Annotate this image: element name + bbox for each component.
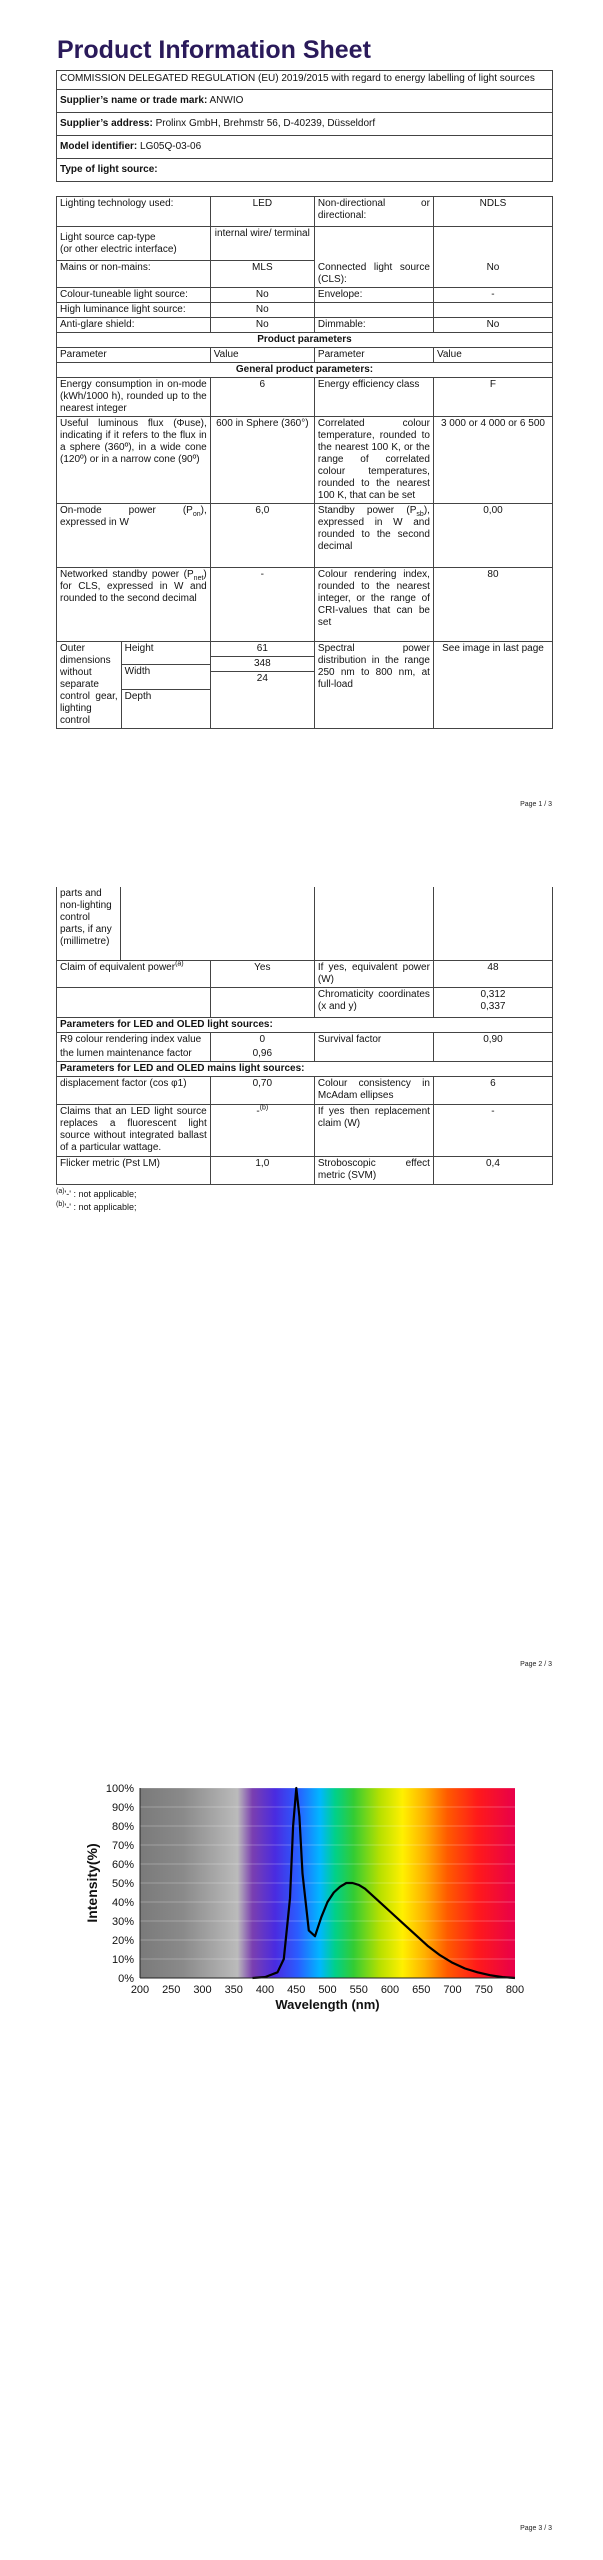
x-tick-label: 750 <box>474 1984 493 1996</box>
table-row <box>57 887 553 960</box>
empty-cell <box>433 227 552 261</box>
y-tick-label: 100% <box>105 1783 134 1795</box>
anti-glare-value: No <box>210 317 314 332</box>
x-tick-label: 650 <box>412 1984 431 1996</box>
supplier-address-row <box>57 113 553 136</box>
table-header-row <box>57 347 553 362</box>
parameters-table-continued <box>56 887 553 1185</box>
header-box <box>56 70 553 182</box>
outer-dimensions-label-continued: parts and non-lighting control parts, if any (millimetre) <box>57 887 121 960</box>
x-tick-label: 450 <box>287 1984 306 1996</box>
on-mode-power-text: ), expressed in W <box>60 504 207 528</box>
x-tick-label: 500 <box>318 1984 337 1996</box>
footnote-a <box>56 1188 553 1201</box>
chromaticity-x: 0,312 <box>480 988 506 1000</box>
page-3 <box>0 1680 603 2560</box>
equivalent-power-claim-text: Claim of equivalent power <box>60 961 176 973</box>
x-tick-label: 600 <box>380 1984 400 1996</box>
x-tick-label: 300 <box>193 1984 212 1996</box>
displacement-factor-label: displacement factor (cos φ1) <box>57 1076 211 1104</box>
type-of-light-source: Type of light source: <box>57 159 553 182</box>
supplier-address-label: Supplier’s address: <box>60 118 153 129</box>
empty-cell <box>57 987 211 1017</box>
footnote-b <box>56 1201 553 1214</box>
claim-value-text: - <box>256 1105 260 1117</box>
led-parameters-heading: Parameters for LED and OLED light sources: <box>57 1017 553 1032</box>
r9-value: 0 <box>210 1032 314 1047</box>
empty-cell <box>433 887 552 960</box>
cls-value: No <box>433 261 552 288</box>
standby-power-label <box>314 503 433 567</box>
table-row <box>57 332 553 347</box>
column-header: Parameter <box>314 347 433 362</box>
equivalent-power-claim-value: Yes <box>210 960 314 987</box>
footnote-text: '-' : not applicable; <box>64 1188 137 1199</box>
regulation-text: COMMISSION DELEGATED REGULATION (EU) 2019/2015 with regard to energy labelling of light sources <box>57 71 553 90</box>
footnote-mark: (b) <box>56 1200 65 1208</box>
table-row <box>57 960 553 987</box>
empty-cell <box>121 887 210 960</box>
page-number: Page 1 / 3 <box>520 801 552 808</box>
non-directional-value: NDLS <box>433 197 552 227</box>
x-tick-label: 250 <box>162 1984 181 1996</box>
model-row <box>57 136 553 159</box>
standby-power-text: ), expressed in W and rounded to the second decimal <box>317 504 430 552</box>
chromaticity-label: Chromaticity coordinates (x and y) <box>314 987 433 1017</box>
empty-cell <box>210 987 314 1017</box>
empty-cell <box>314 887 433 960</box>
general-parameters-heading: General product parameters: <box>57 362 553 377</box>
lumen-maintenance-label: the lumen maintenance factor <box>57 1047 211 1062</box>
y-tick-label: 0% <box>118 1973 134 1985</box>
energy-class-value: F <box>433 377 552 416</box>
envelope-label: Envelope: <box>314 287 433 302</box>
networked-standby-label <box>57 567 211 641</box>
energy-class-label: Energy efficiency class <box>314 377 433 416</box>
stroboscopic-metric-label: Stroboscopic effect metric (SVM) <box>314 1156 433 1184</box>
y-tick-label: 80% <box>111 1821 134 1833</box>
table-row <box>57 261 553 288</box>
depth-label: Depth <box>121 689 210 728</box>
table-row <box>57 1104 553 1156</box>
table-row <box>57 1061 553 1076</box>
cap-type-label <box>57 227 211 261</box>
networked-standby-text: Networked standby power (P <box>60 568 194 580</box>
table-row <box>57 1017 553 1032</box>
page-2 <box>0 820 603 1680</box>
chromaticity-y: 0,337 <box>480 1000 506 1012</box>
on-mode-power-sub: on <box>192 510 201 518</box>
flicker-metric-label: Flicker metric (Pst LM) <box>57 1156 211 1184</box>
equivalent-power-label: If yes, equivalent power (W) <box>314 960 433 987</box>
envelope-value: - <box>433 287 552 302</box>
footnote-mark: (a) <box>175 960 184 968</box>
networked-standby-sub: net <box>193 574 204 582</box>
networked-standby-text: ) for CLS, expressed in W and rounded to the second decimal <box>60 568 207 604</box>
colour-consistency-label: Colour consistency in McAdam ellipses <box>314 1076 433 1104</box>
mains-value: MLS <box>210 261 314 288</box>
tuneable-label: Colour-tuneable light source: <box>57 287 211 302</box>
page-title: Product Information Sheet <box>57 36 371 64</box>
cap-type-value: internal wire/ terminal <box>210 227 314 261</box>
supplier-name-label: Supplier’s name or trade mark: <box>60 95 208 106</box>
dimmable-value: No <box>433 317 552 332</box>
y-tick-label: 70% <box>111 1840 134 1852</box>
table-row <box>57 227 553 261</box>
model-label: Model identifier: <box>60 141 138 152</box>
fluorescent-replacement-claim-label: Claims that an LED light source replaces a fluorescent light source without integrated ballast of a particular wattage. <box>57 1104 211 1156</box>
y-axis-label: Intensity(%) <box>84 1843 100 1923</box>
lighting-tech-label: Lighting technology used: <box>57 197 211 227</box>
non-directional-label: Non-directional or directional: <box>314 197 433 227</box>
empty-cell <box>57 479 211 503</box>
empty-cell <box>210 479 314 503</box>
table-row <box>57 287 553 302</box>
footnote-text: '-' : not applicable; <box>64 1201 137 1212</box>
stroboscopic-metric-value: 0,4 <box>433 1156 552 1184</box>
empty-cell <box>314 227 433 261</box>
table-row <box>57 1156 553 1184</box>
cct-value: 3 000 or 4 000 or 6 500 <box>433 416 552 503</box>
colour-consistency-value: 6 <box>433 1076 552 1104</box>
on-mode-power-label <box>57 503 211 567</box>
page-number: Page 3 / 3 <box>520 2525 552 2532</box>
lighting-tech-value: LED <box>210 197 314 227</box>
mains-label: Mains or non-mains: <box>57 261 211 288</box>
footnotes <box>56 1188 553 1214</box>
luminous-flux-value: 600 in Sphere (360°) <box>210 416 314 479</box>
y-tick-label: 60% <box>111 1859 134 1871</box>
supplier-name-row <box>57 90 553 113</box>
displacement-factor-value: 0,70 <box>210 1076 314 1104</box>
anti-glare-label: Anti-glare shield: <box>57 317 211 332</box>
luminous-flux-label: Useful luminous flux (Φuse), indicating if it refers to the flux in a sphere (360º), in a wide cone (120º) or in a narrow cone (90º) <box>57 416 211 479</box>
y-tick-label: 90% <box>111 1802 134 1814</box>
fluorescent-replacement-claim-value <box>210 1104 314 1156</box>
high-luminance-value: No <box>210 302 314 317</box>
lumen-maintenance-value: 0,96 <box>210 1047 314 1062</box>
width-value: 348 <box>211 657 314 672</box>
energy-consumption-label: Energy consumption in on-mode (kWh/1000 h), rounded up to the nearest integer <box>57 377 211 416</box>
table-row <box>57 641 553 728</box>
product-parameters-heading: Product parameters <box>57 332 553 347</box>
table-row <box>57 567 553 641</box>
x-tick-label: 550 <box>349 1984 368 1996</box>
dimensions-subtable <box>57 642 210 728</box>
outer-dimensions-cell <box>57 641 211 728</box>
table-row <box>57 503 553 567</box>
networked-standby-value: - <box>210 567 314 641</box>
spectral-distribution-value: See image in last page <box>433 641 552 728</box>
supplier-address: Prolinx GmbH, Brehmstr 56, D-40239, Düsseldorf <box>155 118 376 129</box>
x-tick-label: 400 <box>255 1984 275 1996</box>
replacement-claim-label: If yes then replacement claim (W) <box>314 1104 433 1156</box>
x-axis-label: Wavelength (nm) <box>275 1997 380 2012</box>
table-row <box>57 416 553 479</box>
on-mode-power-text: On-mode power (P <box>60 504 193 516</box>
footnote-mark: (b) <box>259 1104 269 1112</box>
table-row <box>57 377 553 416</box>
table-row <box>57 302 553 317</box>
header-table <box>56 70 553 182</box>
standby-power-value: 0,00 <box>433 503 552 567</box>
cap-type-label-line1: Light source cap-type <box>60 231 156 243</box>
footnote-mark: (a) <box>56 1187 65 1195</box>
on-mode-power-value: 6,0 <box>210 503 314 567</box>
chromaticity-value <box>433 987 552 1017</box>
height-label: Height <box>121 642 210 665</box>
table-row <box>57 317 553 332</box>
outer-dimensions-label: Outer dimensions without separate control gear, lighting control <box>57 642 121 728</box>
spectral-distribution-label: Spectral power distribution in the range 250 nm to 800 nm, at full-load <box>314 641 433 728</box>
y-tick-label: 40% <box>111 1897 134 1909</box>
standby-power-text: Standby power (P <box>317 504 417 516</box>
table-row <box>57 197 553 227</box>
column-header: Value <box>433 347 552 362</box>
tuneable-value: No <box>210 287 314 302</box>
flicker-metric-value: 1,0 <box>210 1156 314 1184</box>
cri-value: 80 <box>433 567 552 641</box>
page-1 <box>0 0 603 820</box>
dimmable-label: Dimmable: <box>314 317 433 332</box>
survival-factor-label: Survival factor <box>314 1032 433 1061</box>
spectral-distribution-chart <box>0 1775 603 2035</box>
y-tick-label: 20% <box>111 1935 134 1947</box>
replacement-claim-value: - <box>433 1104 552 1156</box>
x-tick-label: 700 <box>443 1984 462 1996</box>
column-header: Parameter <box>57 347 211 362</box>
column-header: Value <box>210 347 314 362</box>
y-tick-labels <box>106 1783 134 1985</box>
table-row <box>57 362 553 377</box>
cct-label: Correlated colour temperature, rounded to the nearest 100 K, or the range of correlated colour temperatures, rounded to the nearest 100 K, that can be set <box>314 416 433 503</box>
empty-cell <box>433 302 552 317</box>
width-label: Width <box>121 665 210 689</box>
mains-parameters-heading: Parameters for LED and OLED mains light sources: <box>57 1061 553 1076</box>
standby-power-sub: sb <box>416 510 424 518</box>
cls-label: Connected light source (CLS): <box>314 261 433 288</box>
table-row <box>57 1032 553 1047</box>
high-luminance-label: High luminance light source: <box>57 302 211 317</box>
x-tick-label: 200 <box>130 1984 150 1996</box>
height-value: 61 <box>211 642 314 657</box>
page-number: Page 2 / 3 <box>520 1661 552 1668</box>
energy-consumption-value: 6 <box>210 377 314 416</box>
depth-value: 24 <box>256 672 268 684</box>
dimension-values-cell <box>210 641 314 728</box>
r9-label: R9 colour rendering index value <box>57 1032 211 1047</box>
cri-label: Colour rendering index, rounded to the nearest integer, or the range of CRI-values that can be set <box>314 567 433 641</box>
x-tick-label: 350 <box>224 1984 243 1996</box>
x-tick-labels <box>131 1984 524 1996</box>
main-table-p2 <box>56 887 553 1214</box>
table-row <box>57 987 553 1017</box>
main-table-p1 <box>56 196 553 729</box>
y-tick-label: 50% <box>111 1878 134 1890</box>
y-tick-label: 10% <box>111 1954 134 1966</box>
empty-cell <box>210 887 314 960</box>
x-tick-label: 800 <box>505 1984 525 1996</box>
survival-factor-value: 0,90 <box>433 1032 552 1061</box>
empty-cell <box>314 302 433 317</box>
cap-type-label-line2: (or other electric interface) <box>60 243 177 255</box>
parameters-table <box>56 196 553 729</box>
equivalent-power-claim-label <box>57 960 211 987</box>
table-row <box>57 1076 553 1104</box>
supplier-name: ANWIO <box>209 95 244 106</box>
equivalent-power-value: 48 <box>433 960 552 987</box>
y-tick-label: 30% <box>111 1916 134 1928</box>
model-identifier: LG05Q-03-06 <box>140 141 202 152</box>
